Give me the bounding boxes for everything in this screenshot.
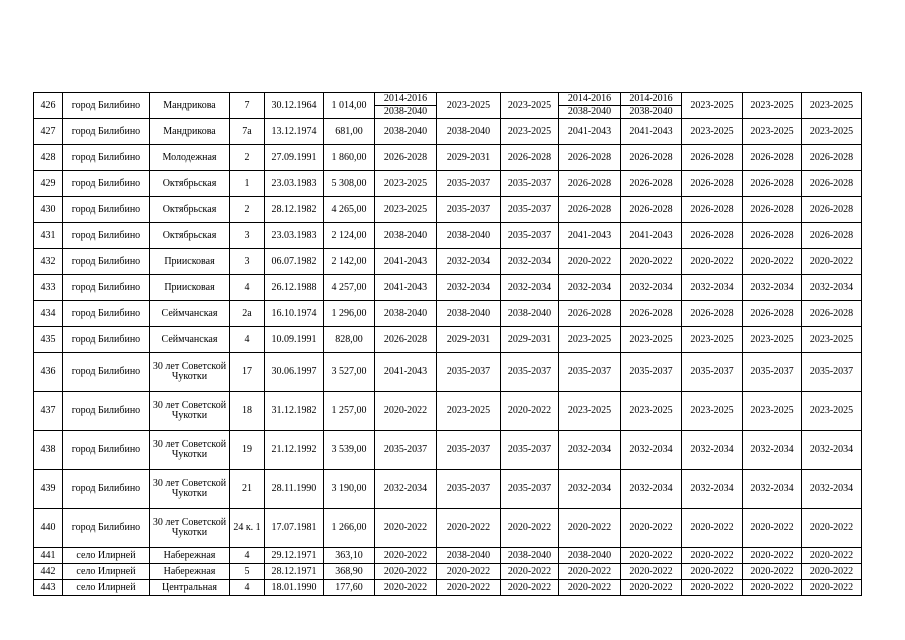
cell-period-col-5: 2023-2025: [621, 327, 682, 353]
cell-house-number: 3: [230, 249, 265, 275]
cell-period-col-3: 2032-2034: [501, 275, 559, 301]
cell-period-col-6: 2020-2022: [682, 509, 743, 548]
cell-period-col-3: 2020-2022: [501, 392, 559, 431]
cell-period-col-5: 2041-2043: [621, 223, 682, 249]
cell-street: 30 лет Советской Чукотки: [150, 509, 230, 548]
cell-area: 2 142,00: [324, 249, 375, 275]
cell-period-col-1: 2020-2022: [375, 392, 437, 431]
cell-period-col-8: 2032-2034: [802, 431, 862, 470]
cell-house-number: 4: [230, 548, 265, 564]
cell-settlement: город Билибино: [63, 353, 150, 392]
cell-period-col-4: 2023-2025: [559, 327, 621, 353]
cell-street: Октябрьская: [150, 223, 230, 249]
cell-settlement: город Билибино: [63, 197, 150, 223]
cell-period-col-6: 2026-2028: [682, 223, 743, 249]
cell-period-col-3: 2023-2025: [501, 93, 559, 119]
cell-period-col-8: 2020-2022: [802, 580, 862, 596]
cell-commission-date: 29.12.1971: [265, 548, 324, 564]
cell-row-number: 436: [34, 353, 63, 392]
cell-period-col-5: 2032-2034: [621, 431, 682, 470]
cell-period-col-5: 2026-2028: [621, 171, 682, 197]
cell-period-col-2: 2020-2022: [437, 564, 501, 580]
cell-period-col-3: 2035-2037: [501, 171, 559, 197]
cell-period-col-8: 2023-2025: [802, 93, 862, 119]
cell-house-number: 18: [230, 392, 265, 431]
cell-settlement: село Илирней: [63, 564, 150, 580]
table-row: [34, 93, 862, 119]
table-row: [34, 548, 862, 564]
cell-area: 1 860,00: [324, 145, 375, 171]
cell-period-col-2: 2023-2025: [437, 392, 501, 431]
cell-settlement: город Билибино: [63, 223, 150, 249]
cell-period-col-1: 2038-2040: [375, 119, 437, 145]
cell-commission-date: 23.03.1983: [265, 223, 324, 249]
cell-row-number: 434: [34, 301, 63, 327]
cell-period-col-1: 2035-2037: [375, 431, 437, 470]
cell-settlement: город Билибино: [63, 301, 150, 327]
cell-period-col-6: 2020-2022: [682, 564, 743, 580]
cell-period-col-4: 2020-2022: [559, 580, 621, 596]
cell-period-col-8: 2026-2028: [802, 171, 862, 197]
cell-period-col-7: 2020-2022: [743, 548, 802, 564]
cell-subvalue: 2014-2016: [567, 93, 612, 104]
cell-row-number: 431: [34, 223, 63, 249]
cell-period-col-7: 2023-2025: [743, 119, 802, 145]
cell-period-col-5: [621, 93, 682, 119]
cell-period-col-4: 2026-2028: [559, 301, 621, 327]
cell-period-col-8: 2020-2022: [802, 509, 862, 548]
cell-settlement: город Билибино: [63, 470, 150, 509]
cell-period-col-6: 2026-2028: [682, 171, 743, 197]
cell-street: 30 лет Советской Чукотки: [150, 431, 230, 470]
cell-period-col-4: 2032-2034: [559, 470, 621, 509]
cell-house-number: 2а: [230, 301, 265, 327]
cell-period-col-6: 2023-2025: [682, 327, 743, 353]
cell-street: 30 лет Советской Чукотки: [150, 392, 230, 431]
cell-row-number: 430: [34, 197, 63, 223]
table-row: [34, 470, 862, 509]
cell-period-col-3: 2035-2037: [501, 470, 559, 509]
cell-settlement: город Билибино: [63, 275, 150, 301]
cell-house-number: 3: [230, 223, 265, 249]
cell-period-col-4: 2032-2034: [559, 275, 621, 301]
cell-period-col-4: 2038-2040: [559, 548, 621, 564]
cell-period-col-7: 2032-2034: [743, 275, 802, 301]
cell-period-col-5: 2026-2028: [621, 301, 682, 327]
cell-row-number: 437: [34, 392, 63, 431]
cell-subvalue: 2014-2016: [629, 93, 673, 104]
cell-subvalue: 2014-2016: [383, 93, 428, 104]
cell-period-col-3: 2035-2037: [501, 223, 559, 249]
cell-house-number: 2: [230, 145, 265, 171]
cell-commission-date: 28.12.1971: [265, 564, 324, 580]
cell-period-col-4: [559, 93, 621, 119]
cell-period-col-4: 2026-2028: [559, 171, 621, 197]
cell-period-col-2: 2035-2037: [437, 197, 501, 223]
housing-repair-schedule-table: [33, 92, 862, 596]
cell-period-col-1: 2023-2025: [375, 197, 437, 223]
cell-period-col-7: 2035-2037: [743, 353, 802, 392]
cell-period-col-7: 2026-2028: [743, 223, 802, 249]
cell-period-col-6: 2023-2025: [682, 392, 743, 431]
cell-period-col-3: 2020-2022: [501, 580, 559, 596]
cell-period-col-8: 2032-2034: [802, 275, 862, 301]
cell-row-number: 438: [34, 431, 63, 470]
cell-period-col-7: 2023-2025: [743, 93, 802, 119]
cell-period-col-5: 2032-2034: [621, 275, 682, 301]
cell-period-col-2: 2035-2037: [437, 353, 501, 392]
cell-period-col-3: 2032-2034: [501, 249, 559, 275]
cell-commission-date: 13.12.1974: [265, 119, 324, 145]
cell-subvalue: 2038-2040: [375, 105, 436, 118]
cell-period-col-1: 2023-2025: [375, 171, 437, 197]
cell-row-number: 442: [34, 564, 63, 580]
cell-settlement: город Билибино: [63, 145, 150, 171]
cell-period-col-5: 2041-2043: [621, 119, 682, 145]
cell-settlement: город Билибино: [63, 119, 150, 145]
cell-period-col-1: [375, 93, 437, 119]
cell-period-col-4: 2020-2022: [559, 249, 621, 275]
cell-period-col-4: 2026-2028: [559, 197, 621, 223]
cell-period-col-7: 2023-2025: [743, 392, 802, 431]
cell-period-col-3: 2026-2028: [501, 145, 559, 171]
cell-street: Приисковая: [150, 249, 230, 275]
cell-area: 4 265,00: [324, 197, 375, 223]
cell-commission-date: 21.12.1992: [265, 431, 324, 470]
cell-period-col-7: 2026-2028: [743, 197, 802, 223]
cell-settlement: село Илирней: [63, 580, 150, 596]
cell-period-col-2: 2029-2031: [437, 145, 501, 171]
cell-period-col-8: 2026-2028: [802, 197, 862, 223]
cell-period-col-2: 2032-2034: [437, 249, 501, 275]
cell-period-col-8: 2023-2025: [802, 392, 862, 431]
cell-period-col-6: 2023-2025: [682, 93, 743, 119]
cell-period-col-7: 2020-2022: [743, 249, 802, 275]
cell-house-number: 7а: [230, 119, 265, 145]
cell-area: 3 527,00: [324, 353, 375, 392]
cell-subvalue: 2038-2040: [621, 105, 681, 118]
table-row: [34, 327, 862, 353]
cell-period-col-5: 2023-2025: [621, 392, 682, 431]
cell-period-col-5: 2020-2022: [621, 509, 682, 548]
cell-street: Приисковая: [150, 275, 230, 301]
cell-commission-date: 26.12.1988: [265, 275, 324, 301]
cell-area: 368,90: [324, 564, 375, 580]
cell-settlement: город Билибино: [63, 509, 150, 548]
cell-period-col-3: 2020-2022: [501, 564, 559, 580]
cell-period-col-2: 2038-2040: [437, 119, 501, 145]
cell-period-col-4: 2041-2043: [559, 119, 621, 145]
cell-period-col-6: 2035-2037: [682, 353, 743, 392]
cell-period-col-1: 2020-2022: [375, 580, 437, 596]
cell-period-col-7: 2032-2034: [743, 431, 802, 470]
cell-settlement: город Билибино: [63, 249, 150, 275]
cell-settlement: город Билибино: [63, 327, 150, 353]
cell-period-col-8: 2026-2028: [802, 145, 862, 171]
cell-period-col-5: 2032-2034: [621, 470, 682, 509]
cell-period-col-4: 2020-2022: [559, 564, 621, 580]
table-row: [34, 171, 862, 197]
cell-period-col-4: 2035-2037: [559, 353, 621, 392]
cell-period-col-4: 2041-2043: [559, 223, 621, 249]
cell-house-number: 21: [230, 470, 265, 509]
cell-commission-date: 16.10.1974: [265, 301, 324, 327]
cell-settlement: село Илирней: [63, 548, 150, 564]
cell-house-number: 24 к. 1: [230, 509, 265, 548]
cell-period-col-7: 2020-2022: [743, 564, 802, 580]
cell-street: Октябрьская: [150, 197, 230, 223]
cell-period-col-5: 2020-2022: [621, 249, 682, 275]
cell-period-col-5: 2035-2037: [621, 353, 682, 392]
cell-row-number: 432: [34, 249, 63, 275]
cell-period-col-3: 2029-2031: [501, 327, 559, 353]
cell-period-col-1: 2038-2040: [375, 301, 437, 327]
cell-commission-date: 18.01.1990: [265, 580, 324, 596]
table-row: [34, 275, 862, 301]
cell-period-col-1: 2020-2022: [375, 548, 437, 564]
cell-row-number: 443: [34, 580, 63, 596]
cell-house-number: 1: [230, 171, 265, 197]
cell-commission-date: 28.11.1990: [265, 470, 324, 509]
cell-period-col-4: 2023-2025: [559, 392, 621, 431]
table-row: [34, 145, 862, 171]
cell-area: 681,00: [324, 119, 375, 145]
cell-period-col-6: 2032-2034: [682, 275, 743, 301]
cell-period-col-1: 2020-2022: [375, 509, 437, 548]
cell-settlement: город Билибино: [63, 171, 150, 197]
cell-period-col-1: 2041-2043: [375, 353, 437, 392]
cell-row-number: 435: [34, 327, 63, 353]
cell-period-col-3: 2038-2040: [501, 548, 559, 564]
cell-row-number: 440: [34, 509, 63, 548]
cell-period-col-3: 2035-2037: [501, 431, 559, 470]
cell-street: Мандрикова: [150, 93, 230, 119]
cell-row-number: 441: [34, 548, 63, 564]
cell-period-col-6: 2020-2022: [682, 249, 743, 275]
cell-area: 1 014,00: [324, 93, 375, 119]
cell-period-col-2: 2038-2040: [437, 223, 501, 249]
cell-period-col-6: 2026-2028: [682, 145, 743, 171]
cell-period-col-8: 2023-2025: [802, 327, 862, 353]
cell-period-col-3: 2023-2025: [501, 119, 559, 145]
table-row: [34, 564, 862, 580]
cell-row-number: 428: [34, 145, 63, 171]
cell-period-col-5: 2026-2028: [621, 145, 682, 171]
cell-row-number: 433: [34, 275, 63, 301]
cell-area: 363,10: [324, 548, 375, 564]
cell-commission-date: 28.12.1982: [265, 197, 324, 223]
table-row: [34, 301, 862, 327]
cell-street: Набережная: [150, 564, 230, 580]
cell-period-col-2: 2035-2037: [437, 470, 501, 509]
cell-period-col-7: 2023-2025: [743, 327, 802, 353]
cell-period-col-1: 2041-2043: [375, 249, 437, 275]
cell-period-col-2: 2023-2025: [437, 93, 501, 119]
cell-street: Октябрьская: [150, 171, 230, 197]
cell-period-col-8: 2032-2034: [802, 470, 862, 509]
cell-period-col-2: 2035-2037: [437, 171, 501, 197]
cell-street: 30 лет Советской Чукотки: [150, 353, 230, 392]
cell-settlement: город Билибино: [63, 431, 150, 470]
cell-house-number: 4: [230, 275, 265, 301]
cell-period-col-4: 2026-2028: [559, 145, 621, 171]
cell-area: 2 124,00: [324, 223, 375, 249]
cell-period-col-6: 2026-2028: [682, 197, 743, 223]
cell-street: Молодежная: [150, 145, 230, 171]
cell-period-col-2: 2020-2022: [437, 509, 501, 548]
cell-period-col-7: 2026-2028: [743, 301, 802, 327]
cell-row-number: 429: [34, 171, 63, 197]
cell-commission-date: 31.12.1982: [265, 392, 324, 431]
cell-commission-date: 30.12.1964: [265, 93, 324, 119]
cell-period-col-3: 2035-2037: [501, 353, 559, 392]
cell-period-col-6: 2020-2022: [682, 548, 743, 564]
table-row: [34, 197, 862, 223]
cell-period-col-7: 2020-2022: [743, 509, 802, 548]
cell-period-col-3: 2020-2022: [501, 509, 559, 548]
table-body: [34, 93, 862, 596]
cell-subvalue: 2038-2040: [559, 105, 620, 118]
cell-commission-date: 27.09.1991: [265, 145, 324, 171]
table-row: [34, 249, 862, 275]
table-row: [34, 353, 862, 392]
cell-period-col-5: 2026-2028: [621, 197, 682, 223]
cell-area: 3 539,00: [324, 431, 375, 470]
cell-period-col-3: 2035-2037: [501, 197, 559, 223]
table-row: [34, 431, 862, 470]
cell-commission-date: 23.03.1983: [265, 171, 324, 197]
cell-house-number: 2: [230, 197, 265, 223]
cell-period-col-6: 2020-2022: [682, 580, 743, 596]
cell-period-col-5: 2020-2022: [621, 548, 682, 564]
cell-area: 177,60: [324, 580, 375, 596]
cell-period-col-3: 2038-2040: [501, 301, 559, 327]
cell-area: 3 190,00: [324, 470, 375, 509]
cell-period-col-6: 2032-2034: [682, 431, 743, 470]
cell-settlement: город Билибино: [63, 392, 150, 431]
cell-row-number: 427: [34, 119, 63, 145]
cell-commission-date: 17.07.1981: [265, 509, 324, 548]
cell-house-number: 4: [230, 580, 265, 596]
cell-period-col-5: 2020-2022: [621, 580, 682, 596]
cell-period-col-2: 2038-2040: [437, 548, 501, 564]
cell-period-col-2: 2038-2040: [437, 301, 501, 327]
cell-street: Мандрикова: [150, 119, 230, 145]
cell-period-col-2: 2035-2037: [437, 431, 501, 470]
cell-period-col-4: 2020-2022: [559, 509, 621, 548]
cell-street: Сеймчанская: [150, 327, 230, 353]
cell-commission-date: 10.09.1991: [265, 327, 324, 353]
cell-period-col-6: 2023-2025: [682, 119, 743, 145]
table-row: [34, 223, 862, 249]
cell-period-col-7: 2020-2022: [743, 580, 802, 596]
cell-period-col-1: 2026-2028: [375, 327, 437, 353]
cell-period-col-8: 2020-2022: [802, 548, 862, 564]
cell-period-col-8: 2023-2025: [802, 119, 862, 145]
cell-area: 5 308,00: [324, 171, 375, 197]
cell-area: 1 257,00: [324, 392, 375, 431]
cell-row-number: 426: [34, 93, 63, 119]
cell-period-col-8: 2020-2022: [802, 249, 862, 275]
cell-period-col-8: 2026-2028: [802, 223, 862, 249]
table-row: [34, 392, 862, 431]
cell-area: 828,00: [324, 327, 375, 353]
cell-period-col-8: 2035-2037: [802, 353, 862, 392]
cell-house-number: 19: [230, 431, 265, 470]
cell-area: 1 266,00: [324, 509, 375, 548]
cell-street: Сеймчанская: [150, 301, 230, 327]
cell-street: Набережная: [150, 548, 230, 564]
cell-period-col-8: 2020-2022: [802, 564, 862, 580]
cell-period-col-1: 2026-2028: [375, 145, 437, 171]
cell-period-col-2: 2032-2034: [437, 275, 501, 301]
cell-area: 4 257,00: [324, 275, 375, 301]
cell-period-col-7: 2032-2034: [743, 470, 802, 509]
cell-house-number: 5: [230, 564, 265, 580]
cell-settlement: город Билибино: [63, 93, 150, 119]
cell-period-col-1: 2041-2043: [375, 275, 437, 301]
cell-period-col-1: 2020-2022: [375, 564, 437, 580]
cell-street: 30 лет Советской Чукотки: [150, 470, 230, 509]
table-row: [34, 509, 862, 548]
cell-period-col-7: 2026-2028: [743, 171, 802, 197]
cell-house-number: 17: [230, 353, 265, 392]
cell-street: Центральная: [150, 580, 230, 596]
table-row: [34, 580, 862, 596]
cell-area: 1 296,00: [324, 301, 375, 327]
cell-period-col-6: 2032-2034: [682, 470, 743, 509]
cell-house-number: 7: [230, 93, 265, 119]
cell-commission-date: 30.06.1997: [265, 353, 324, 392]
cell-commission-date: 06.07.1982: [265, 249, 324, 275]
cell-period-col-2: 2020-2022: [437, 580, 501, 596]
cell-period-col-4: 2032-2034: [559, 431, 621, 470]
cell-period-col-2: 2029-2031: [437, 327, 501, 353]
cell-period-col-7: 2026-2028: [743, 145, 802, 171]
cell-period-col-8: 2026-2028: [802, 301, 862, 327]
cell-period-col-1: 2032-2034: [375, 470, 437, 509]
cell-period-col-1: 2038-2040: [375, 223, 437, 249]
cell-period-col-6: 2026-2028: [682, 301, 743, 327]
table-row: [34, 119, 862, 145]
cell-house-number: 4: [230, 327, 265, 353]
cell-period-col-5: 2020-2022: [621, 564, 682, 580]
cell-row-number: 439: [34, 470, 63, 509]
